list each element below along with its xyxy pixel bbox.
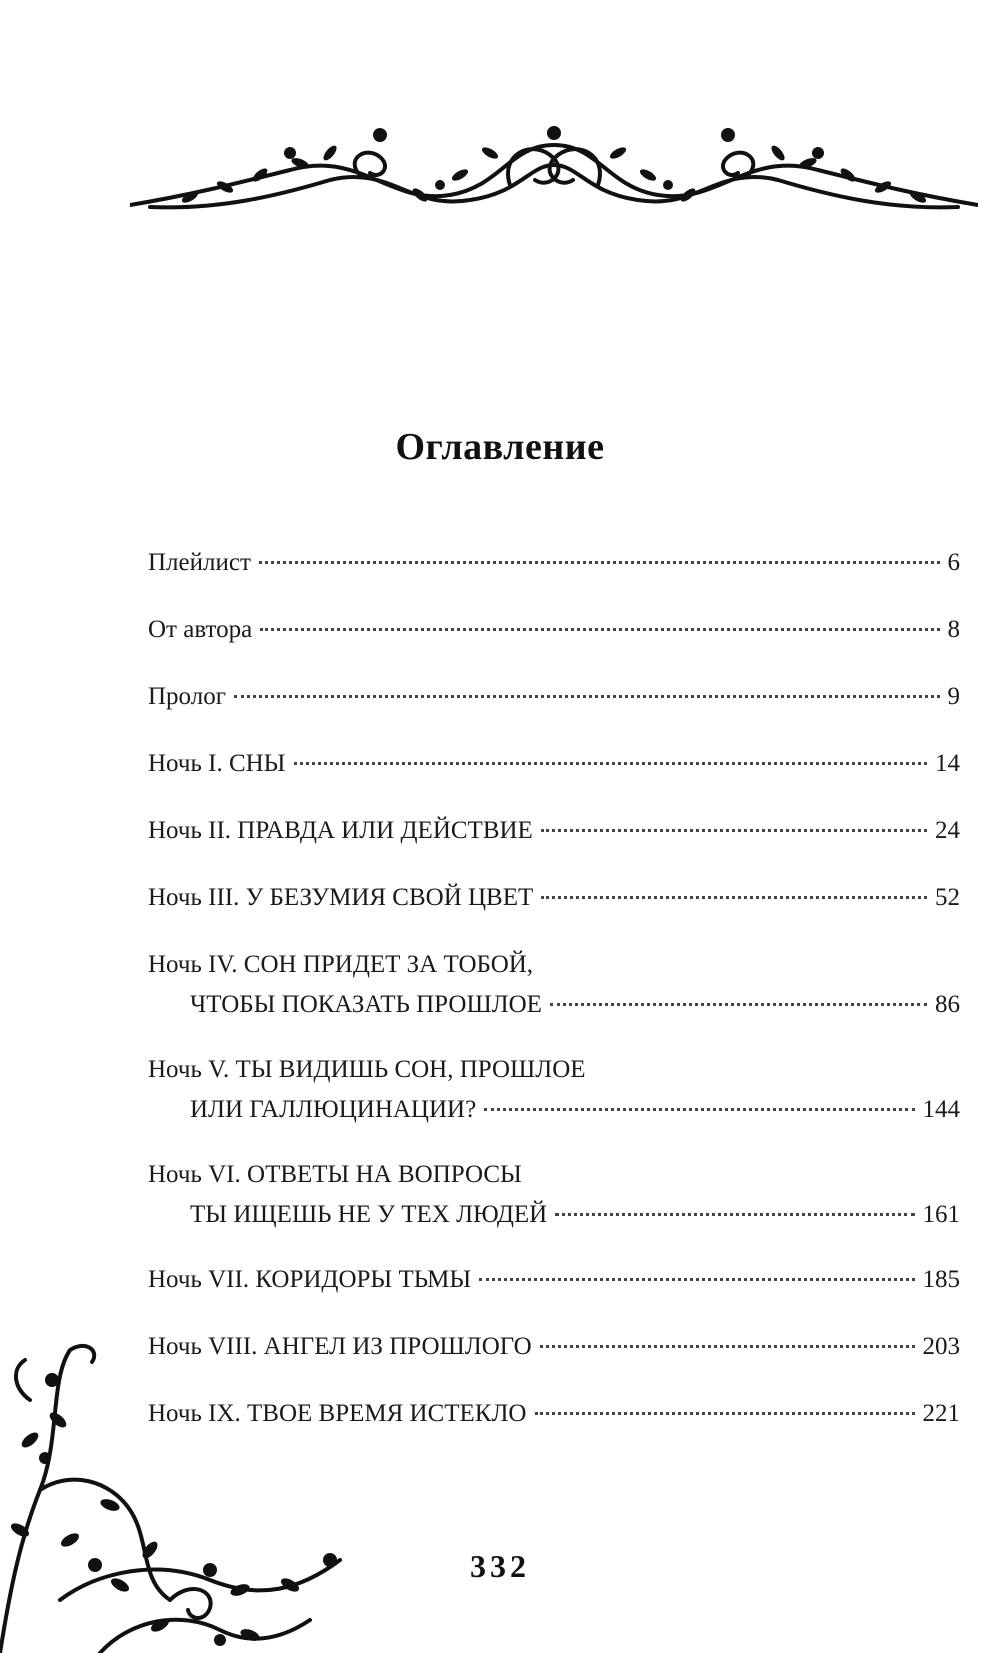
- toc-entry-title: Пролог: [148, 683, 226, 710]
- toc-entry-title: Ночь II. ПРАВДА ИЛИ ДЕЙСТВИЕ: [148, 817, 533, 844]
- dot-leader: [541, 896, 927, 899]
- toc-entry-title: Ночь IX. ТВОЕ ВРЕМЯ ИСТЕКЛО: [148, 1400, 527, 1427]
- toc-entry-title-continued: ЧТОБЫ ПОКАЗАТЬ ПРОШЛОЕ: [190, 991, 542, 1018]
- toc-entry-page: 52: [935, 884, 960, 911]
- dot-leader: [234, 695, 940, 698]
- toc-entry-page: 161: [922, 1201, 960, 1228]
- toc-entry-title-continued: ТЫ ИЩЕШЬ НЕ У ТЕХ ЛЮДЕЙ: [190, 1201, 548, 1228]
- toc-entry-page: 86: [935, 991, 960, 1018]
- dot-leader: [541, 829, 927, 832]
- toc-entry-page: 9: [947, 683, 960, 710]
- toc-entry-page: 14: [935, 750, 960, 777]
- toc-entry-title: От автора: [148, 616, 253, 643]
- toc-entry-title: Ночь VIII. АНГЕЛ ИЗ ПРОШЛОГО: [148, 1333, 532, 1360]
- toc-entry[interactable]: [148, 744, 960, 784]
- toc-entry[interactable]: [148, 1327, 960, 1367]
- toc-entry-title: Ночь IV. СОН ПРИДЕТ ЗА ТОБОЙ,: [148, 951, 534, 978]
- toc-entry[interactable]: [148, 1260, 960, 1300]
- toc-entry-page: 24: [935, 817, 960, 844]
- toc-entry-title: Ночь III. У БЕЗУМИЯ СВОЙ ЦВЕТ: [148, 884, 534, 911]
- toc-entry[interactable]: [148, 543, 960, 583]
- toc-entry-page: 6: [947, 549, 960, 576]
- toc-entry-title: Плейлист: [148, 549, 251, 576]
- toc-entry-title-continued: ИЛИ ГАЛЛЮЦИНАЦИИ?: [190, 1096, 477, 1123]
- toc-entry-page: 185: [922, 1266, 960, 1293]
- toc-title: Оглавление: [395, 426, 605, 468]
- toc-entry[interactable]: [148, 1394, 960, 1434]
- dot-leader: [260, 628, 939, 631]
- toc-entry-title: Ночь V. ТЫ ВИДИШЬ СОН, ПРОШЛОЕ: [148, 1056, 586, 1083]
- toc-entry[interactable]: [148, 677, 960, 717]
- dot-leader: [555, 1213, 914, 1216]
- toc-entry-page: 8: [947, 616, 960, 643]
- toc-entry-page: 221: [922, 1400, 960, 1427]
- dot-leader: [479, 1278, 914, 1281]
- toc-entry[interactable]: [148, 811, 960, 851]
- dot-leader: [550, 1003, 927, 1006]
- vine-ornament-icon: [130, 125, 978, 225]
- toc-entry-title: Ночь VII. КОРИДОРЫ ТЬМЫ: [148, 1266, 472, 1293]
- toc-entry-page: 144: [922, 1096, 960, 1123]
- toc-entry[interactable]: [148, 945, 960, 1025]
- toc-entry-title: Ночь I. СНЫ: [148, 750, 286, 777]
- toc-entry[interactable]: [148, 610, 960, 650]
- toc-entry-title: Ночь VI. ОТВЕТЫ НА ВОПРОСЫ: [148, 1161, 522, 1188]
- page-number: 332: [470, 1548, 530, 1584]
- dot-leader: [259, 561, 940, 564]
- dot-leader: [294, 762, 928, 765]
- dot-leader: [535, 1412, 915, 1415]
- corner-vine-ornament-icon: [0, 1340, 400, 1653]
- toc-entry[interactable]: [148, 878, 960, 918]
- dot-leader: [484, 1108, 914, 1111]
- toc-entry[interactable]: [148, 1050, 960, 1130]
- toc-entry[interactable]: [148, 1155, 960, 1235]
- dot-leader: [540, 1345, 915, 1348]
- toc-entry-page: 203: [922, 1333, 960, 1360]
